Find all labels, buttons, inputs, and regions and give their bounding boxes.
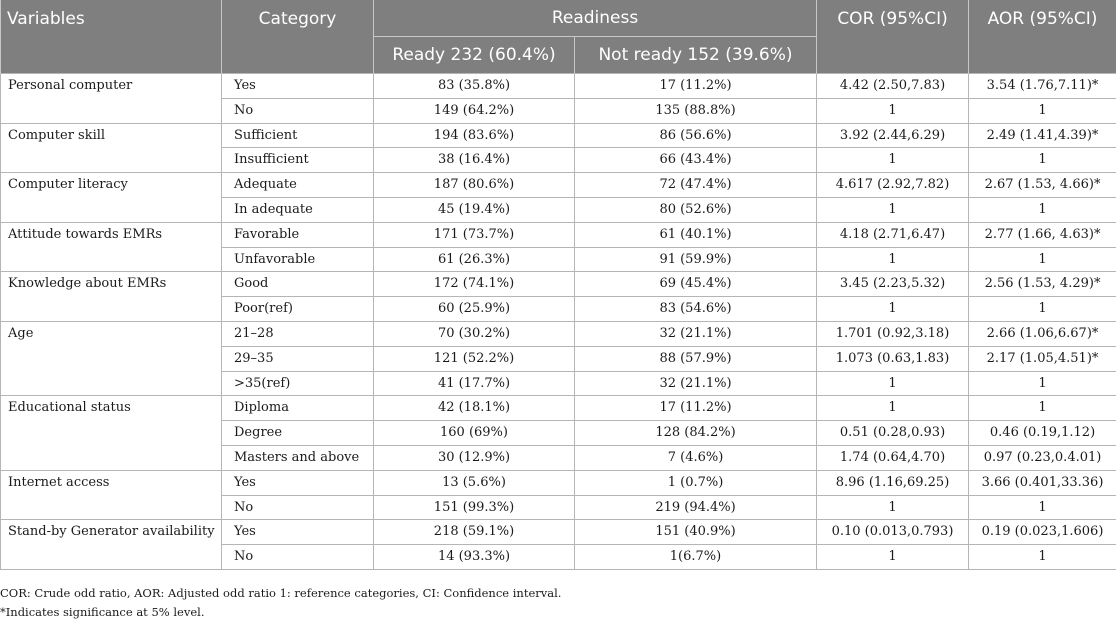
not-ready-cell: 91 (59.9%) xyxy=(575,247,817,272)
category-cell: No xyxy=(222,545,374,570)
cor-cell: 3.45 (2.23,5.32) xyxy=(817,272,969,297)
header-cor: COR (95%CI) xyxy=(817,0,969,74)
variable-cell: Knowledge about EMRs xyxy=(1,272,222,322)
category-cell: No xyxy=(222,495,374,520)
aor-cell: 1 xyxy=(969,545,1116,570)
table-row xyxy=(1,396,1116,421)
ready-cell: 61 (26.3%) xyxy=(374,247,575,272)
header-readiness: Readiness xyxy=(374,0,817,37)
cor-cell: 1 xyxy=(817,98,969,123)
category-cell: Sufficient xyxy=(222,123,374,148)
ready-cell: 30 (12.9%) xyxy=(374,445,575,470)
table-row xyxy=(1,222,1116,247)
ready-cell: 149 (64.2%) xyxy=(374,98,575,123)
table-row xyxy=(1,123,1116,148)
cor-cell: 1 xyxy=(817,247,969,272)
not-ready-cell: 1 (0.7%) xyxy=(575,470,817,495)
category-cell: Yes xyxy=(222,74,374,99)
aor-cell: 2.67 (1.53, 4.66)* xyxy=(969,173,1116,198)
aor-cell: 2.66 (1.06,6.67)* xyxy=(969,321,1116,346)
not-ready-cell: 17 (11.2%) xyxy=(575,396,817,421)
header-variables: Variables xyxy=(1,0,222,74)
not-ready-cell: 1(6.7%) xyxy=(575,545,817,570)
aor-cell: 0.97 (0.23,0.4.01) xyxy=(969,445,1116,470)
category-cell: Unfavorable xyxy=(222,247,374,272)
variable-cell: Stand-by Generator availability xyxy=(1,520,222,570)
cor-cell: 1.74 (0.64,4.70) xyxy=(817,445,969,470)
aor-cell: 0.46 (0.19,1.12) xyxy=(969,421,1116,446)
aor-cell: 1 xyxy=(969,371,1116,396)
table-row xyxy=(1,520,1116,545)
ready-cell: 171 (73.7%) xyxy=(374,222,575,247)
not-ready-cell: 69 (45.4%) xyxy=(575,272,817,297)
not-ready-cell: 72 (47.4%) xyxy=(575,173,817,198)
aor-cell: 1 xyxy=(969,495,1116,520)
ready-cell: 151 (99.3%) xyxy=(374,495,575,520)
aor-cell: 1 xyxy=(969,247,1116,272)
not-ready-cell: 17 (11.2%) xyxy=(575,74,817,99)
ready-cell: 41 (17.7%) xyxy=(374,371,575,396)
variable-cell: Computer skill xyxy=(1,123,222,173)
ready-cell: 83 (35.8%) xyxy=(374,74,575,99)
cor-cell: 1.701 (0.92,3.18) xyxy=(817,321,969,346)
table-row xyxy=(1,272,1116,297)
aor-cell: 0.19 (0.023,1.606) xyxy=(969,520,1116,545)
ready-cell: 60 (25.9%) xyxy=(374,297,575,322)
variable-cell: Internet access xyxy=(1,470,222,520)
ready-cell: 38 (16.4%) xyxy=(374,148,575,173)
aor-cell: 2.49 (1.41,4.39)* xyxy=(969,123,1116,148)
category-cell: Masters and above xyxy=(222,445,374,470)
aor-cell: 1 xyxy=(969,396,1116,421)
category-cell: Poor(ref) xyxy=(222,297,374,322)
not-ready-cell: 61 (40.1%) xyxy=(575,222,817,247)
category-cell: Yes xyxy=(222,520,374,545)
ready-cell: 172 (74.1%) xyxy=(374,272,575,297)
cor-cell: 0.51 (0.28,0.93) xyxy=(817,421,969,446)
variable-cell: Age xyxy=(1,321,222,395)
not-ready-cell: 128 (84.2%) xyxy=(575,421,817,446)
header-category: Category xyxy=(222,0,374,74)
category-cell: No xyxy=(222,98,374,123)
not-ready-cell: 86 (56.6%) xyxy=(575,123,817,148)
not-ready-cell: 66 (43.4%) xyxy=(575,148,817,173)
table-row xyxy=(1,321,1116,346)
cor-cell: 1 xyxy=(817,371,969,396)
variable-cell: Attitude towards EMRs xyxy=(1,222,222,272)
ready-cell: 45 (19.4%) xyxy=(374,197,575,222)
cor-cell: 1 xyxy=(817,148,969,173)
table-body xyxy=(1,74,1116,570)
cor-cell: 3.92 (2.44,6.29) xyxy=(817,123,969,148)
not-ready-cell: 83 (54.6%) xyxy=(575,297,817,322)
aor-cell: 1 xyxy=(969,98,1116,123)
footnote-significance: *Indicates significance at 5% level. xyxy=(0,605,205,619)
cor-cell: 1.073 (0.63,1.83) xyxy=(817,346,969,371)
variable-cell: Computer literacy xyxy=(1,173,222,223)
category-cell: 21–28 xyxy=(222,321,374,346)
category-cell: Favorable xyxy=(222,222,374,247)
category-cell: Insufficient xyxy=(222,148,374,173)
table-header xyxy=(1,0,1116,74)
aor-cell: 2.17 (1.05,4.51)* xyxy=(969,346,1116,371)
ready-cell: 14 (93.3%) xyxy=(374,545,575,570)
cor-cell: 1 xyxy=(817,545,969,570)
aor-cell: 2.77 (1.66, 4.63)* xyxy=(969,222,1116,247)
ready-cell: 160 (69%) xyxy=(374,421,575,446)
cor-cell: 4.42 (2.50,7.83) xyxy=(817,74,969,99)
not-ready-cell: 7 (4.6%) xyxy=(575,445,817,470)
ready-cell: 218 (59.1%) xyxy=(374,520,575,545)
header-aor: AOR (95%CI) xyxy=(969,0,1116,74)
table-row xyxy=(1,173,1116,198)
category-cell: 29–35 xyxy=(222,346,374,371)
ready-cell: 187 (80.6%) xyxy=(374,173,575,198)
aor-cell: 1 xyxy=(969,297,1116,322)
category-cell: Diploma xyxy=(222,396,374,421)
category-cell: Degree xyxy=(222,421,374,446)
aor-cell: 1 xyxy=(969,197,1116,222)
ready-cell: 70 (30.2%) xyxy=(374,321,575,346)
cor-cell: 4.617 (2.92,7.82) xyxy=(817,173,969,198)
not-ready-cell: 80 (52.6%) xyxy=(575,197,817,222)
not-ready-cell: 219 (94.4%) xyxy=(575,495,817,520)
ready-cell: 13 (5.6%) xyxy=(374,470,575,495)
aor-cell: 3.54 (1.76,7.11)* xyxy=(969,74,1116,99)
aor-cell: 2.56 (1.53, 4.29)* xyxy=(969,272,1116,297)
aor-cell: 1 xyxy=(969,148,1116,173)
table-row xyxy=(1,74,1116,99)
cor-cell: 1 xyxy=(817,197,969,222)
cor-cell: 1 xyxy=(817,396,969,421)
ready-cell: 121 (52.2%) xyxy=(374,346,575,371)
category-cell: >35(ref) xyxy=(222,371,374,396)
not-ready-cell: 135 (88.8%) xyxy=(575,98,817,123)
not-ready-cell: 32 (21.1%) xyxy=(575,321,817,346)
table-footnotes xyxy=(0,584,561,622)
header-not-ready: Not ready 152 (39.6%) xyxy=(575,37,817,74)
category-cell: Yes xyxy=(222,470,374,495)
cor-cell: 1 xyxy=(817,495,969,520)
aor-cell: 3.66 (0.401,33.36) xyxy=(969,470,1116,495)
variable-cell: Educational status xyxy=(1,396,222,470)
not-ready-cell: 151 (40.9%) xyxy=(575,520,817,545)
cor-cell: 4.18 (2.71,6.47) xyxy=(817,222,969,247)
ready-cell: 42 (18.1%) xyxy=(374,396,575,421)
cor-cell: 0.10 (0.013,0.793) xyxy=(817,520,969,545)
category-cell: Adequate xyxy=(222,173,374,198)
cor-cell: 1 xyxy=(817,297,969,322)
cor-cell: 8.96 (1.16,69.25) xyxy=(817,470,969,495)
header-ready: Ready 232 (60.4%) xyxy=(374,37,575,74)
variable-cell: Personal computer xyxy=(1,74,222,124)
footnote-abbreviations: COR: Crude odd ratio, AOR: Adjusted odd ratio 1: reference categories, CI: Confidence interval. xyxy=(0,586,562,600)
ready-cell: 194 (83.6%) xyxy=(374,123,575,148)
not-ready-cell: 32 (21.1%) xyxy=(575,371,817,396)
category-cell: Good xyxy=(222,272,374,297)
not-ready-cell: 88 (57.9%) xyxy=(575,346,817,371)
category-cell: In adequate xyxy=(222,197,374,222)
table-row xyxy=(1,470,1116,495)
